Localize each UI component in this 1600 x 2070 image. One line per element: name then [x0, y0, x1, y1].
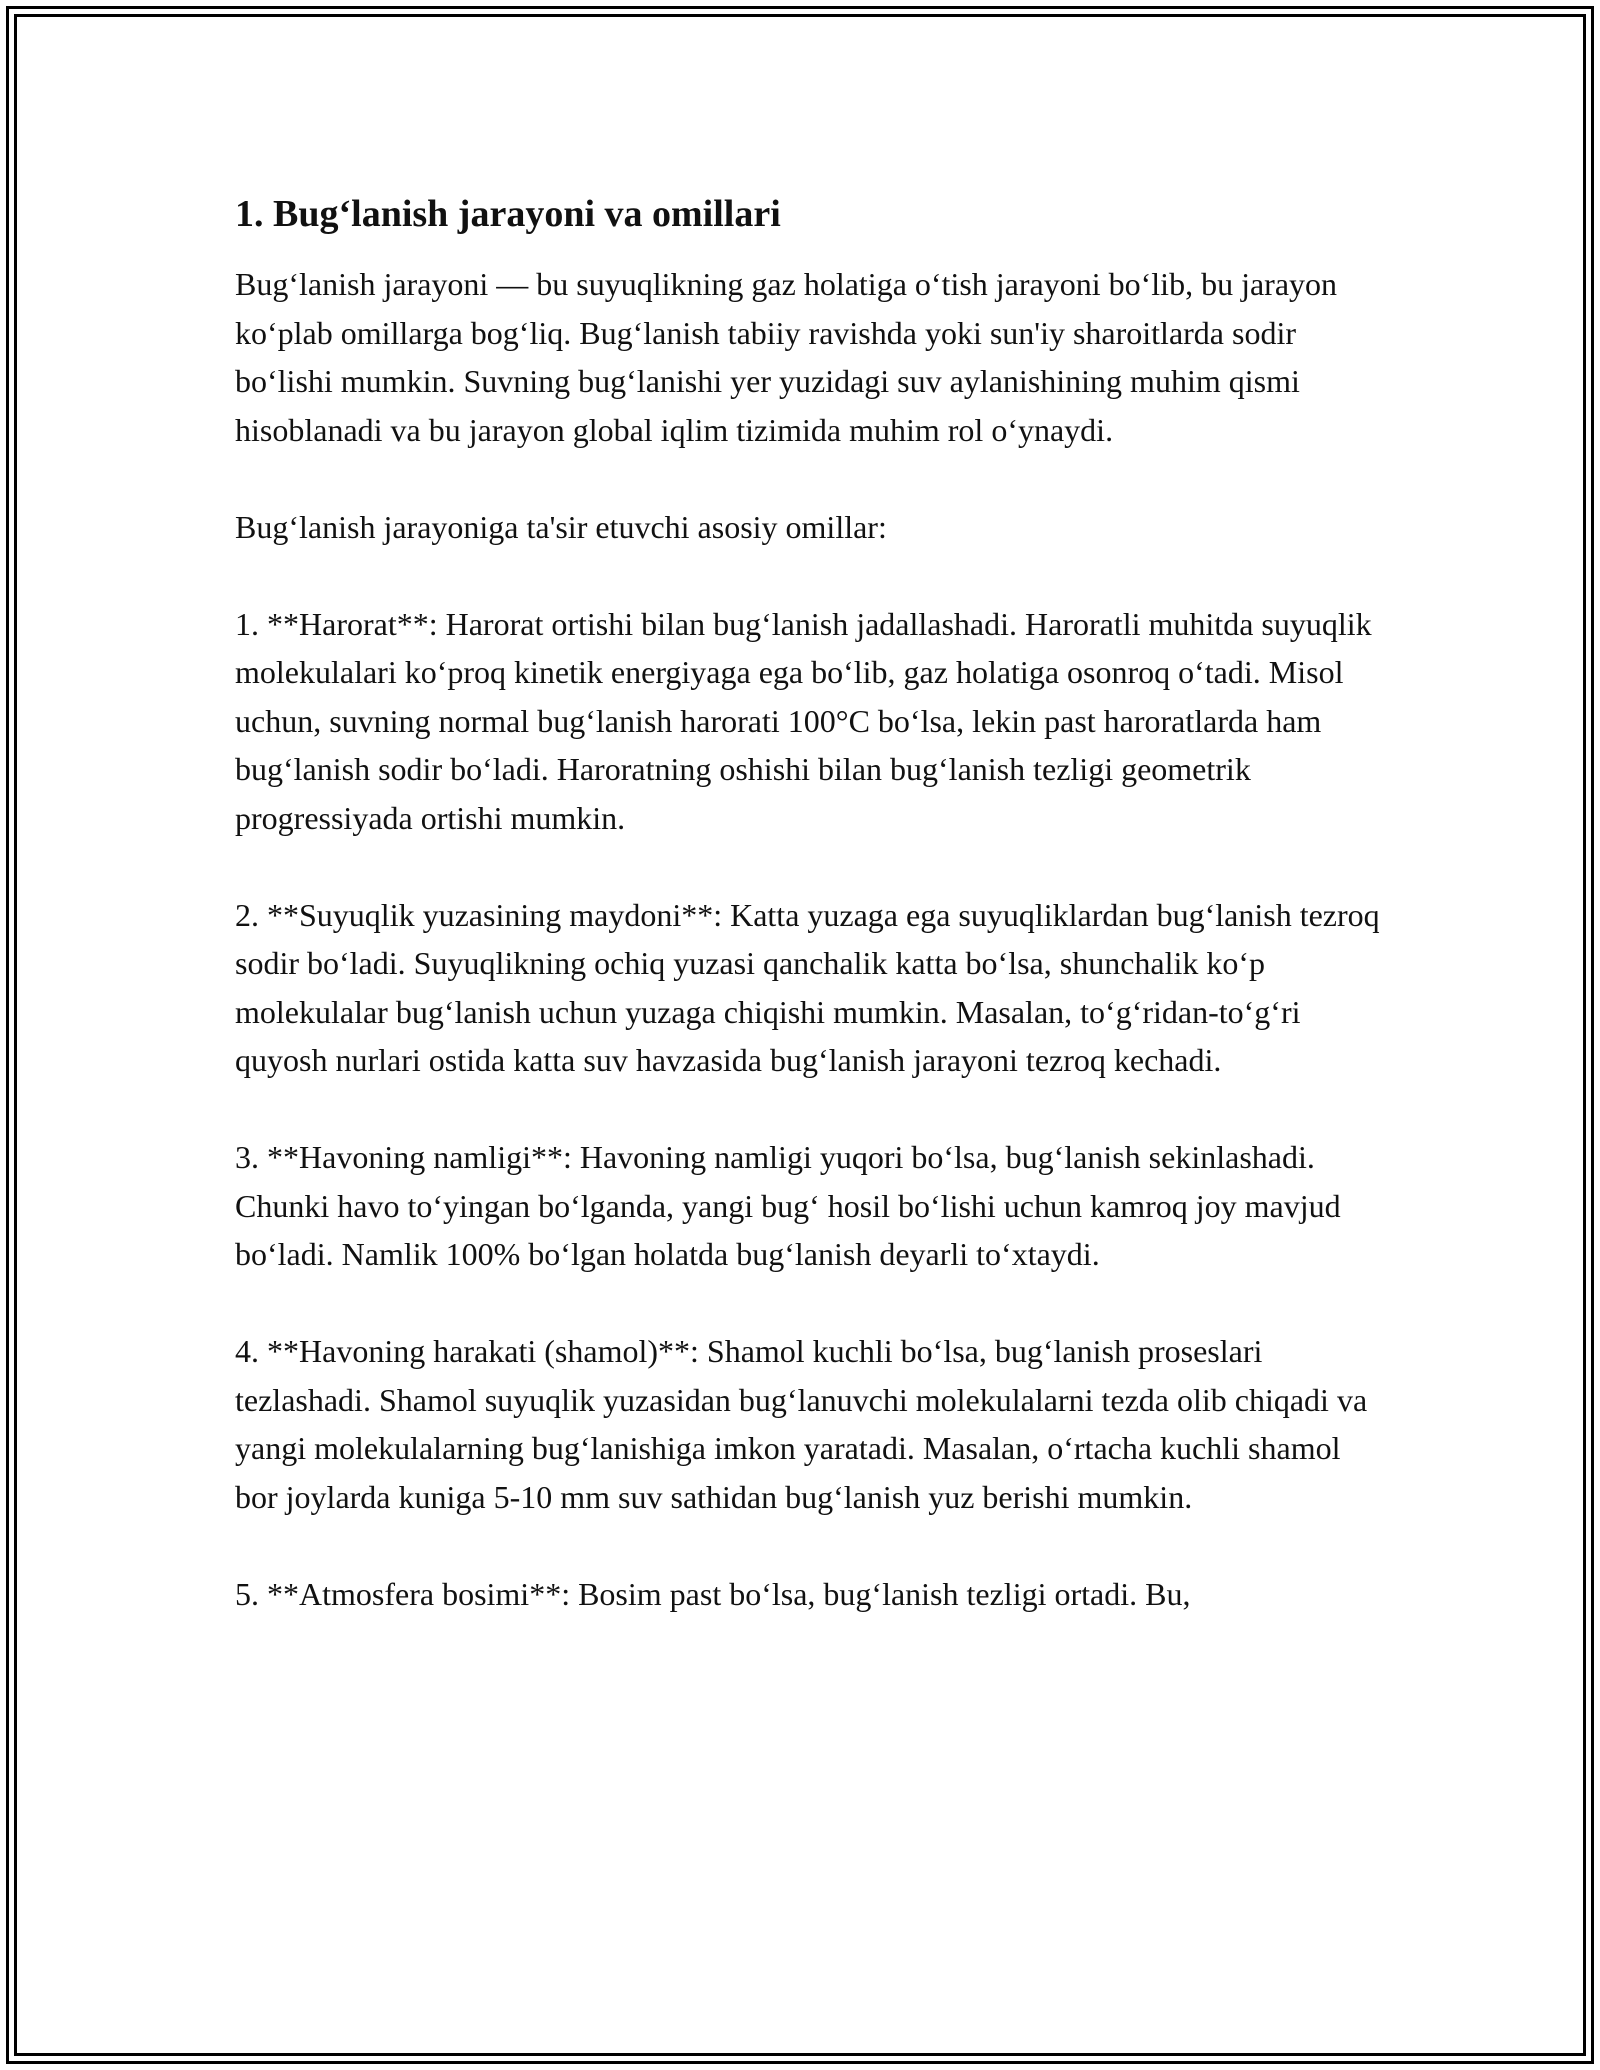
paragraph-factors-lead: Bug‘lanish jarayoniga ta'sir etuvchi asosiy omillar: [235, 508, 887, 545]
document-body [235, 190, 1385, 1667]
paragraph-factor-surface-area: 2. **Suyuqlik yuzasining maydoni**: Katta yuzaga ega suyuqliklardan bug‘lanish tezroq sodir bo‘ladi. Suyuqlikning ochiq yuzasi qanchalik katta bo‘lsa, shunchalik ko‘p molekulalar bug‘lanish uchun yuzaga chiqishi mumkin. Masalan, to‘g‘ridan-to‘g‘ri quyosh nurlari ostida katta suv havzasida bug‘lanish jarayoni tezroq kechadi. [235, 896, 1380, 1078]
paragraph-factor-humidity: 3. **Havoning namligi**: Havoning namligi yuqori bo‘lsa, bug‘lanish sekinlashadi. Chunki havo to‘yingan bo‘lganda, yangi bug‘ hosil bo‘lishi uchun kamroq joy mavjud bo‘ladi. Namlik 100% bo‘lgan holatda bug‘lanish deyarli to‘xtaydi. [235, 1139, 1341, 1272]
paragraph-factor-wind: 4. **Havoning harakati (shamol)**: Shamol kuchli bo‘lsa, bug‘lanish proseslari tezlashadi. Shamol suyuqlik yuzasidan bug‘lanuvchi molekulalarni tezda olib chiqadi va yangi molekulalarning bug‘lanishiga imkon yaratadi. Masalan, o‘rtacha kuchli shamol bor joylarda kuniga 5-10 mm suv sathidan bug‘lanish yuz berishi mumkin. [235, 1333, 1368, 1515]
section-heading: 1. Bug‘lanish jarayoni va omillari [235, 193, 781, 235]
paragraph-factor-temperature: 1. **Harorat**: Harorat ortishi bilan bug‘lanish jadallashadi. Haroratli muhitda suyuqlik molekulalari ko‘proq kinetik energiyaga ega bo‘lib, gaz holatiga osonroq o‘tadi. Misol uchun, suvning normal bug‘lanish harorati 100°C bo‘lsa, lekin past haroratlarda ham bug‘lanish sodir bo‘ladi. Haroratning oshishi bilan bug‘lanish tezligi geometrik progressiyada ortishi mumkin. [235, 605, 1372, 836]
paragraph-intro: Bug‘lanish jarayoni — bu suyuqlikning gaz holatiga o‘tish jarayoni bo‘lib, bu jarayon ko‘plab omillarga bog‘liq. Bug‘lanish tabiiy ravishda yoki sun'iy sharoitlarda sodir bo‘lishi mumkin. Suvning bug‘lanishi yer yuzidagi suv aylanishining muhim qismi hisoblanadi va bu jarayon global iqlim tizimida muhim rol o‘ynaydi. [235, 266, 1338, 448]
paragraph-factor-pressure: 5. **Atmosfera bosimi**: Bosim past bo‘lsa, bug‘lanish tezligi ortadi. Bu, [235, 1575, 1191, 1612]
